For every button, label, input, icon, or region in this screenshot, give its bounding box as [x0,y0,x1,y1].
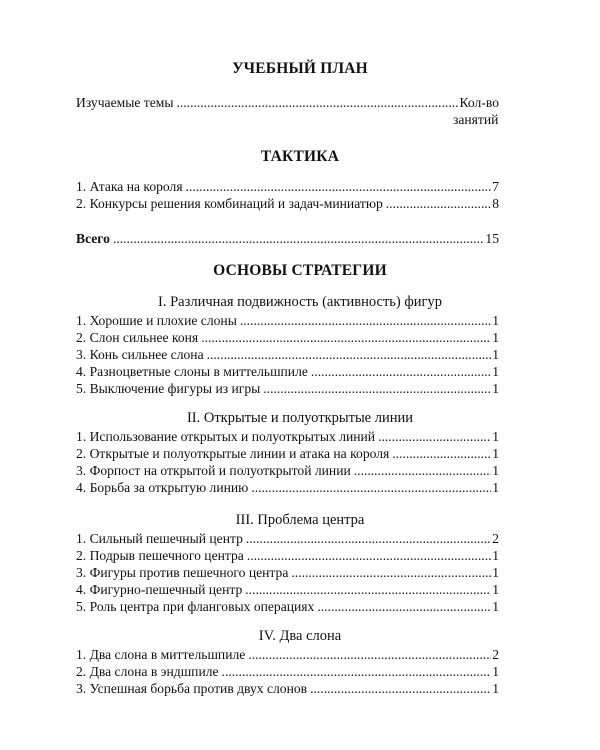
dot-leader [207,346,492,363]
dot-leader [354,462,491,479]
header-row [76,94,499,111]
item-label: 2. Два слона в эндшпиле [76,664,219,679]
item-label: 3. Форпост на открытой и полуоткрытой линии [76,463,351,478]
section-item [76,581,499,598]
dot-leader [176,94,458,111]
item-label: 3. Фигуры против пешечного центра [76,565,289,580]
item-label: 5. Роль центра при фланговых операциях [76,599,315,614]
tactics-item [76,178,499,195]
section-item [76,363,499,380]
item-label: 2. Слон сильнее коня [76,330,199,345]
total-label: Всего [76,231,110,246]
section-title: III. Проблема центра [235,512,365,528]
dot-leader [386,195,491,212]
item-count: 1 [492,347,499,362]
dot-leader [317,598,491,615]
item-count: 1 [492,664,499,679]
total-row [76,230,499,247]
section-item [76,346,499,363]
item-label: 1. Атака на короля [76,179,183,194]
section-item [76,380,499,397]
dot-leader [263,380,491,397]
item-label: 1. Два слона в миттельшпиле [76,647,246,662]
section-title: I. Различная подвижность (активность) фигур [158,294,442,310]
item-label: 2. Открытые и полуоткрытые линии и атака на короля [76,446,390,461]
section-item [76,680,499,697]
section-item [76,547,499,564]
item-count: 1 [492,599,499,614]
item-label: 4. Борьба за открытую линию [76,480,249,495]
count-label: Кол-во [459,95,499,110]
section-item [76,462,499,479]
section-title: IV. Два слона [258,628,342,644]
topics-label: Изучаемые темы [76,95,174,110]
dot-leader [245,581,491,598]
item-count: 1 [492,313,499,328]
item-label: 1. Хорошие и плохие слоны [76,313,237,328]
item-count: 1 [492,330,499,345]
item-count: 1 [492,446,499,461]
item-count: 8 [492,196,499,211]
dot-leader [201,329,491,346]
item-count: 2 [492,647,499,662]
item-count: 1 [492,381,499,396]
item-count: 1 [492,681,499,696]
section-item [76,598,499,615]
section-item [76,530,499,547]
section-item [76,329,499,346]
strategy-heading: ОСНОВЫ СТРАТЕГИИ [213,262,387,279]
item-label: 5. Выключение фигуры из игры [76,381,261,396]
dot-leader [240,312,491,329]
item-label: 2. Конкурсы решения комбинаций и задач-миниатюр [76,196,383,211]
tactics-heading: ТАКТИКА [260,148,340,165]
section-item [76,428,499,445]
item-count: 1 [492,582,499,597]
section-item [76,663,499,680]
dot-leader [251,479,491,496]
item-label: 2. Подрыв пешечного центра [76,548,244,563]
dot-leader [113,230,484,247]
dot-leader [246,530,491,547]
item-label: 3. Успешная борьба против двух слонов [76,681,308,696]
dot-leader [186,178,492,195]
section-item [76,479,499,496]
dot-leader [222,663,492,680]
dot-leader [392,445,491,462]
item-count: 1 [492,480,499,495]
page-title: УЧЕБНЫЙ ПЛАН [232,60,368,77]
item-count: 7 [492,179,499,194]
dot-leader [378,428,491,445]
item-count: 1 [492,429,499,444]
item-label: 1. Сильный пешечный центр [76,531,243,546]
section-item [76,312,499,329]
item-count: 1 [492,565,499,580]
dot-leader [248,646,491,663]
item-label: 1. Использование открытых и полуоткрытых линий [76,429,376,444]
item-count: 1 [492,463,499,478]
section-item [76,564,499,581]
count-label-line2: занятий [453,112,499,127]
dot-leader [291,564,491,581]
item-label: 4. Разноцветные слоны в миттельшпиле [76,364,308,379]
item-count: 1 [492,548,499,563]
section-item [76,445,499,462]
item-count: 2 [492,531,499,546]
total-count: 15 [485,231,499,246]
dot-leader [311,363,491,380]
item-count: 1 [492,364,499,379]
section-item [76,646,499,663]
dot-leader [310,680,491,697]
item-label: 4. Фигурно-пешечный центр [76,582,243,597]
tactics-item [76,195,499,212]
section-title: II. Открытые и полуоткрытые линии [186,410,414,426]
item-label: 3. Конь сильнее слона [76,347,204,362]
dot-leader [247,547,491,564]
